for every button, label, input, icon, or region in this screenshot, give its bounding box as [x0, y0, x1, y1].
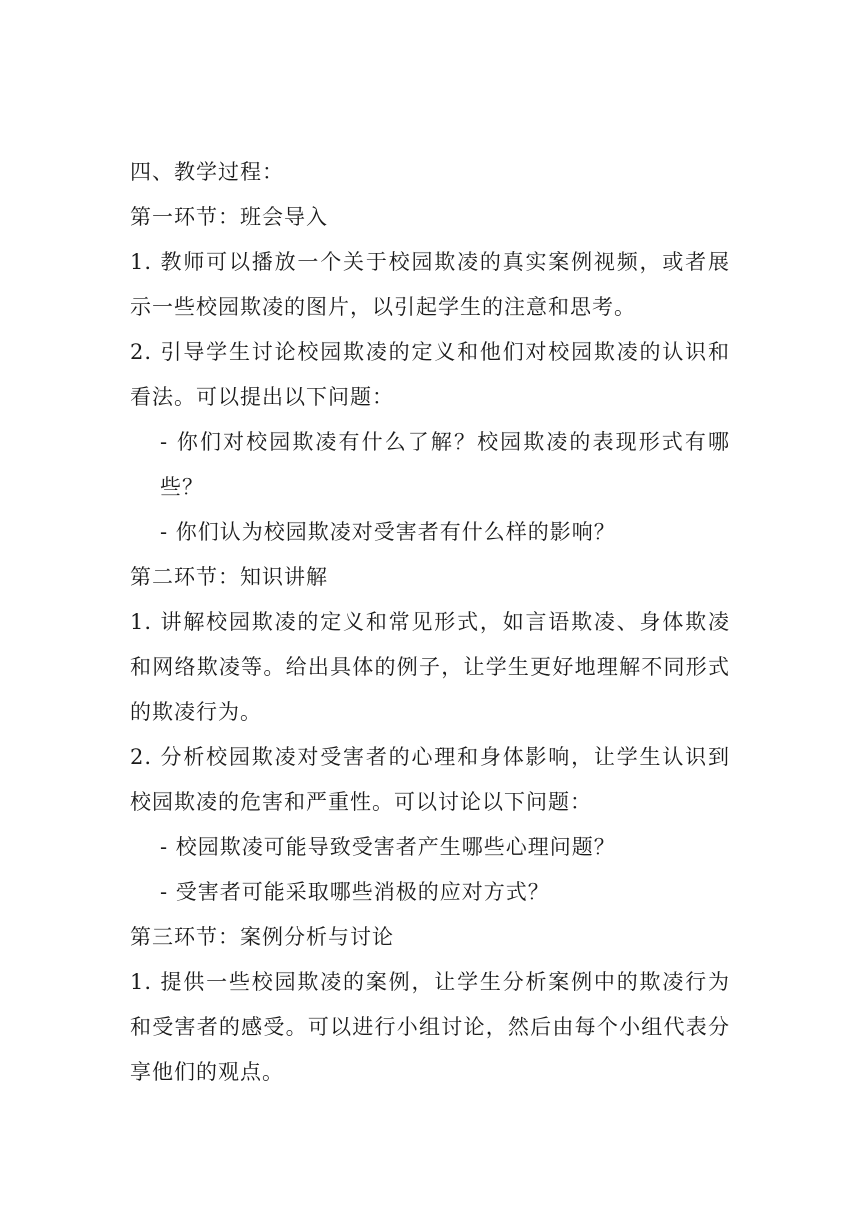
- question-item: - 受害者可能采取哪些消极的应对方式？: [160, 880, 550, 904]
- question-item: - 你们认为校园欺凌对受害者有什么样的影响？: [160, 520, 616, 544]
- stage-heading: 第三环节：案例分析与讨论: [130, 925, 394, 949]
- numbered-item: 2. 引导学生讨论校园欺凌的定义和他们对校园欺凌的认识和看法。可以提出以下问题：: [130, 340, 730, 409]
- question-item: - 校园欺凌可能导致受害者产生哪些心理问题？: [160, 835, 616, 859]
- numbered-item: 1. 讲解校园欺凌的定义和常见形式，如言语欺凌、身体欺凌和网络欺凌等。给出具体的例子，让学生更好地理解不同形式的欺凌行为。: [130, 610, 730, 724]
- section-heading: 四、教学过程：: [130, 160, 284, 184]
- numbered-item: 1. 教师可以播放一个关于校园欺凌的真实案例视频，或者展示一些校园欺凌的图片，以引起学生的注意和思考。: [130, 250, 730, 319]
- document-body: [130, 150, 730, 1095]
- stage-heading: 第二环节：知识讲解: [130, 565, 328, 589]
- stage-heading: 第一环节：班会导入: [130, 205, 328, 229]
- numbered-item: 1. 提供一些校园欺凌的案例，让学生分析案例中的欺凌行为和受害者的感受。可以进行小组讨论，然后由每个小组代表分享他们的观点。: [130, 970, 730, 1084]
- numbered-item: 2. 分析校园欺凌对受害者的心理和身体影响，让学生认识到校园欺凌的危害和严重性。可以讨论以下问题：: [130, 745, 730, 814]
- question-item: - 你们对校园欺凌有什么了解？校园欺凌的表现形式有哪些？: [160, 430, 730, 499]
